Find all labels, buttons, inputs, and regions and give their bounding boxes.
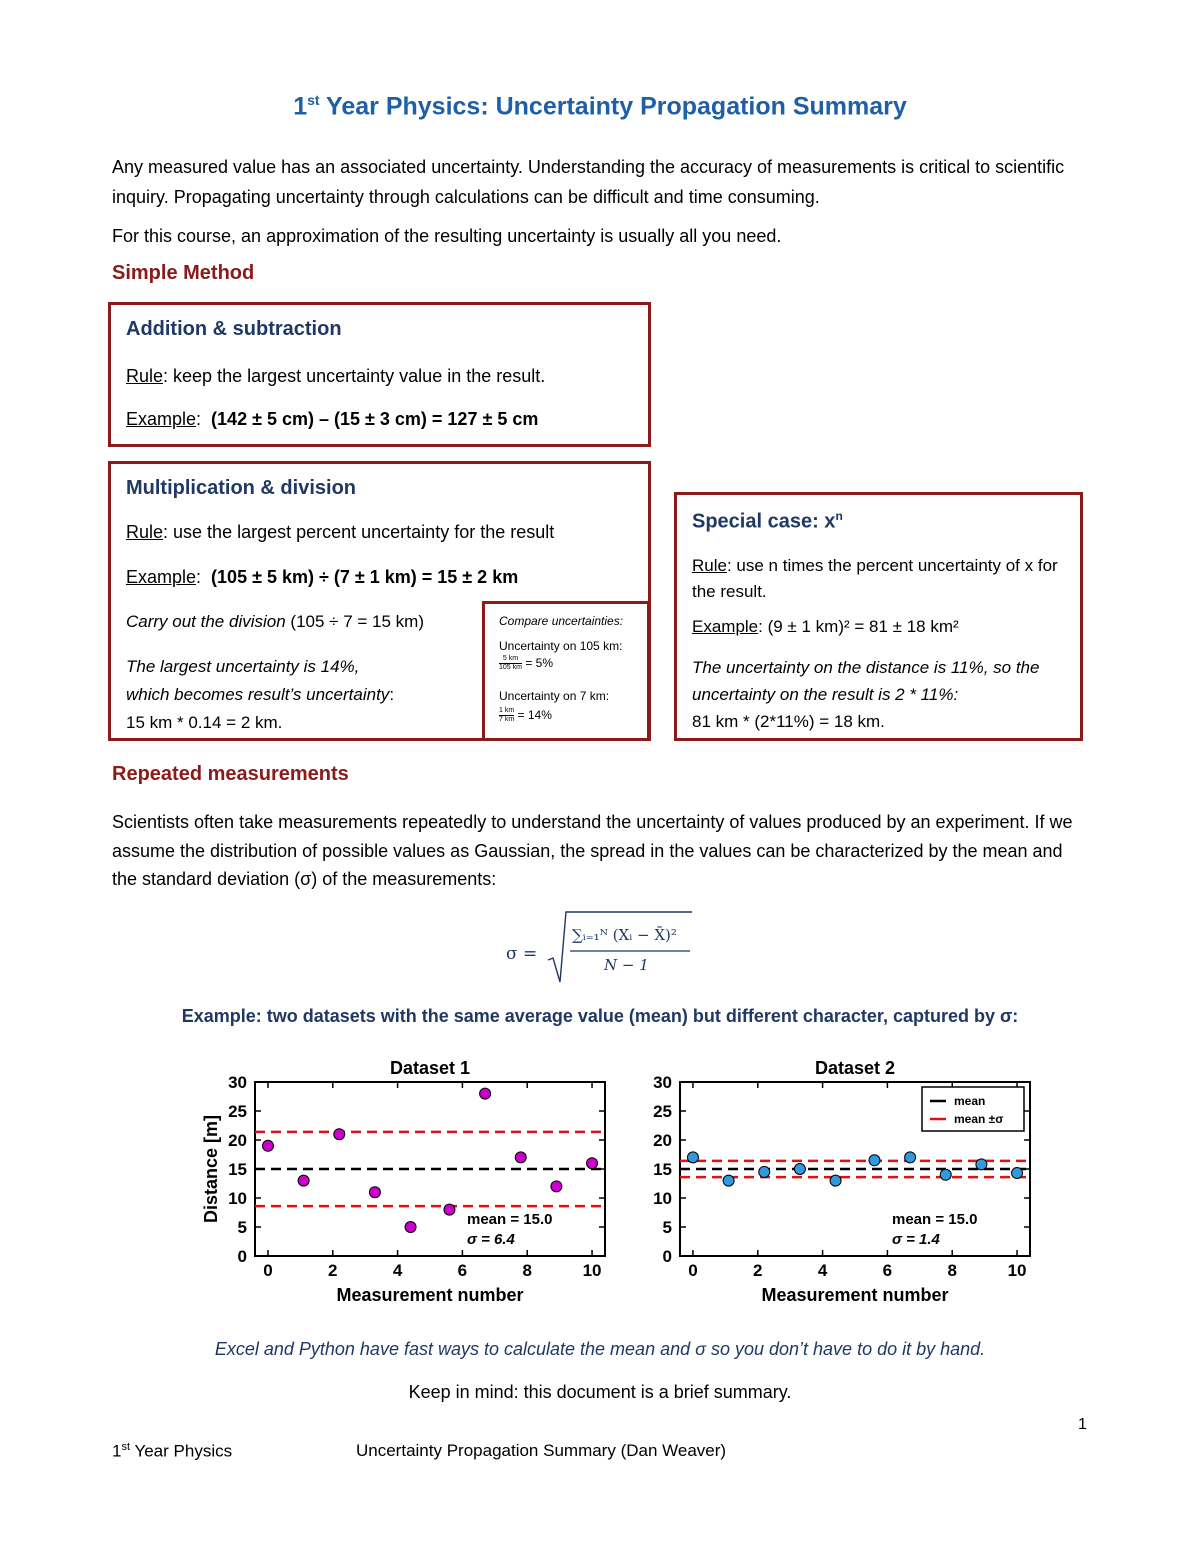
sqrt-sign xyxy=(546,908,706,986)
x-tick-label: 6 xyxy=(457,1261,468,1280)
data-point xyxy=(551,1181,562,1192)
addition-box xyxy=(108,302,651,447)
special-case-heading: Special case: $x^n$ xyxy=(692,509,843,533)
addition-heading: Addition & subtraction xyxy=(126,318,342,340)
compare-line-1: Uncertainty on 105 km: xyxy=(499,639,623,653)
x-tick-label: 4 xyxy=(817,1261,828,1280)
y-axis-label: Distance [m] xyxy=(201,1114,221,1224)
data-point xyxy=(940,1169,951,1180)
chart-dataset-1 xyxy=(160,1048,610,1316)
data-point xyxy=(405,1222,416,1233)
addition-rule: Rule: keep the largest uncertainty value in the result. xyxy=(126,366,546,386)
data-point xyxy=(976,1159,987,1170)
x-tick-label: 2 xyxy=(328,1261,338,1280)
page-title: 1st Year Physics: Uncertainty Propagation Summary xyxy=(293,92,907,121)
y-tick-label: 20 xyxy=(228,1131,247,1150)
data-point xyxy=(687,1152,698,1163)
footer-left: 1st Year Physics xyxy=(112,1441,233,1461)
data-point xyxy=(759,1166,770,1177)
intro-paragraph: Any measured value has an associated uncertainty. Understanding the accuracy of measurements is critical to scientific inquiry. Propagating uncertainty through calculations can be difficult and time consuming. xyxy=(112,157,1065,207)
data-point xyxy=(869,1155,880,1166)
x-axis-label: Measurement number xyxy=(336,1285,524,1305)
compare-heading: Compare uncertainties: xyxy=(499,614,624,628)
footer-center: Uncertainty Propagation Summary (Dan Weaver) xyxy=(356,1441,727,1460)
data-point xyxy=(515,1152,526,1163)
y-tick-label: 10 xyxy=(653,1189,672,1208)
y-tick-label: 25 xyxy=(653,1102,672,1121)
x-tick-label: 0 xyxy=(688,1261,698,1280)
x-tick-label: 8 xyxy=(947,1261,957,1280)
data-point xyxy=(298,1175,309,1186)
y-tick-label: 30 xyxy=(228,1073,247,1092)
multiplication-carry: Carry out the division (105 ÷ 7 = 15 km) xyxy=(126,612,424,631)
multiplication-heading: Multiplication & division xyxy=(126,477,356,499)
x-tick-label: 6 xyxy=(882,1261,893,1280)
addition-example: Example: (142 ± 5 cm) – (15 ± 3 cm) = 127 ± 5 cm xyxy=(126,409,539,429)
y-tick-label: 20 xyxy=(653,1131,672,1150)
data-point xyxy=(334,1129,345,1140)
y-tick-label: 5 xyxy=(662,1218,672,1237)
legend-label-mean: mean xyxy=(954,1094,986,1108)
compare-box xyxy=(482,601,650,741)
multiplication-rule: Rule: use the largest percent uncertainty for the result xyxy=(126,522,555,542)
simple-method-heading: Simple Method xyxy=(112,262,255,284)
data-point xyxy=(369,1187,380,1198)
compare-fraction-2: $\frac{1 km}{7 km}$ = 14% xyxy=(499,707,552,724)
chart-title: Dataset 2 xyxy=(814,1058,896,1078)
page-number: 1 xyxy=(1078,1416,1087,1433)
annotation-sigma: σ = 1.4 xyxy=(892,1231,940,1248)
keep-in-mind: Keep in mind: this document is a brief summary. xyxy=(408,1382,792,1402)
special-case-box xyxy=(674,492,1083,741)
x-tick-label: 10 xyxy=(582,1261,602,1280)
compare-fraction-1: $\frac{5 km}{105 km}$ = 5% xyxy=(499,655,553,672)
data-point xyxy=(444,1204,455,1215)
sigma-formula: σ = ∑ᵢ₌₁ᴺ (Xᵢ − X̄)² N − 1 xyxy=(506,908,706,986)
x-tick-label: 0 xyxy=(263,1261,273,1280)
y-tick-label: 5 xyxy=(237,1218,247,1237)
data-point xyxy=(830,1175,841,1186)
data-point xyxy=(905,1152,916,1163)
chart-dataset-2 xyxy=(620,1048,1040,1316)
y-tick-label: 0 xyxy=(237,1247,247,1266)
data-point xyxy=(794,1164,805,1175)
compare-line-2: Uncertainty on 7 km: xyxy=(499,689,610,703)
data-point xyxy=(587,1158,598,1169)
multiplication-example: Example: (105 ± 5 km) ÷ (7 ± 1 km) = 15 ± 2 km xyxy=(126,567,519,587)
x-tick-label: 4 xyxy=(392,1261,403,1280)
special-case-rule: Rule: use n times the percent uncertainty of x for the result. xyxy=(692,556,1058,601)
special-case-example: Example: (9 ± 1 km)² = 81 ± 18 km² xyxy=(692,617,959,636)
example-caption: Example: two datasets with the same average value (mean) but different character, captured by σ: xyxy=(181,1006,1019,1026)
y-tick-label: 30 xyxy=(653,1073,672,1092)
intro-note: For this course, an approximation of the resulting uncertainty is usually all you need. xyxy=(112,226,782,246)
x-axis-label: Measurement number xyxy=(761,1285,949,1305)
special-case-note: The uncertainty on the distance is 11%, so the uncertainty on the result is 2 * 11%: 81 km * (2*11%) = 18 km. xyxy=(692,658,1040,731)
x-tick-label: 2 xyxy=(753,1261,763,1280)
data-point xyxy=(1012,1168,1023,1179)
repeated-paragraph: Scientists often take measurements repeatedly to understand the uncertainty of values produced by an experiment. If we assume the distribution of possible values as Gaussian, the spread in the values can be characterized by the mean and the standard deviation (σ) of the measurements: xyxy=(112,812,1073,889)
chart-title: Dataset 1 xyxy=(389,1058,471,1078)
x-tick-label: 8 xyxy=(522,1261,532,1280)
annotation-sigma: σ = 6.4 xyxy=(467,1231,515,1248)
legend-label-sigma: mean ±σ xyxy=(954,1112,1004,1126)
annotation-mean: mean = 15.0 xyxy=(892,1211,978,1228)
y-tick-label: 0 xyxy=(662,1247,672,1266)
repeated-heading: Repeated measurements xyxy=(112,763,349,785)
y-tick-label: 25 xyxy=(228,1102,247,1121)
annotation-mean: mean = 15.0 xyxy=(467,1211,553,1228)
tip-text: Excel and Python have fast ways to calculate the mean and σ so you don’t have to do it by hand. xyxy=(214,1339,986,1359)
data-point xyxy=(480,1088,491,1099)
y-tick-label: 15 xyxy=(228,1160,247,1179)
y-tick-label: 10 xyxy=(228,1189,247,1208)
y-tick-label: 15 xyxy=(653,1160,672,1179)
data-point xyxy=(262,1140,273,1151)
x-tick-label: 10 xyxy=(1007,1261,1027,1280)
multiplication-explanation: The largest uncertainty is 14%, which becomes result’s uncertainty: 15 km * 0.14 = 2 km. xyxy=(126,657,395,732)
data-point xyxy=(723,1175,734,1186)
